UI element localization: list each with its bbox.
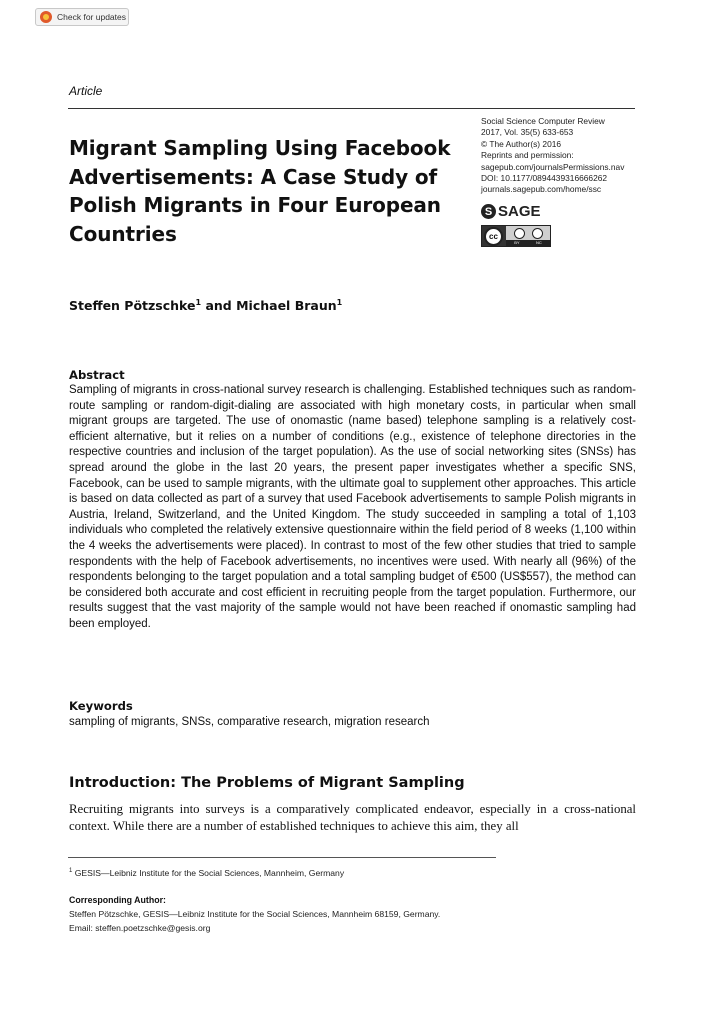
keywords-heading: Keywords xyxy=(69,699,133,713)
by-icon xyxy=(514,228,525,239)
affiliation-marker: 1 xyxy=(336,298,343,307)
sage-wordmark: SAGE xyxy=(498,203,541,220)
journal-info xyxy=(481,116,651,196)
corresponding-author-email[interactable]: Email: steffen.poetzschke@gesis.org xyxy=(69,923,211,933)
author-name: Michael Braun xyxy=(236,298,337,314)
paper-title: Migrant Sampling Using Facebook Advertisements: A Case Study of Polish Migrants in Four European Countries xyxy=(69,136,451,246)
journal-volume: 2017, Vol. 35(5) 633-653 xyxy=(481,127,574,138)
update-icon xyxy=(40,11,52,23)
check-for-updates-label: Check for updates xyxy=(57,12,126,22)
authors-conjunction: and xyxy=(205,298,232,314)
nc-icon xyxy=(532,228,543,239)
sage-s-icon: S xyxy=(481,204,496,219)
corresponding-author-heading: Corresponding Author: xyxy=(69,895,166,905)
author-list xyxy=(69,298,342,313)
author-name: Steffen Pötzschke xyxy=(69,298,196,314)
reprints-label: Reprints and permission: xyxy=(481,150,574,161)
footnote xyxy=(69,868,344,878)
section-heading: Introduction: The Problems of Migrant Sampling xyxy=(69,775,465,791)
abstract-text: Sampling of migrants in cross-national survey research is challenging. Established techniques such as random-route sampling or random-digit-dialing are associated with high monetary costs, in particular when small migrant groups are targeted. The use of onomastic (name based) telephone sampling is a relatively cost-efficient alternative, but it relies on a number of conditions (e.g., existence of telephone directories in the respective countries and inclusion of the target population). As the use of social networking sites (SNSs) has spread around the globe in the last 20 years, the present paper investigates whether a specific SNS, Facebook, can be used to sample migrants, with the ultimate goal to supplement other approaches. This article is based on data collected as part of a survey that used Facebook advertisements to sample Polish migrants in Austria, Ireland, Switzerland, and the United Kingdom. The study succeeded in sampling a total of 1,103 individuals who completed the relatively extensive questionnaire within the field period of 8 weeks (1,100 within the 4 weeks the advertisements were placed). In contrast to most of the few other studies that tried to sample respondents with the help of Facebook advertisements, no incentives were used. With nearly all (96%) of the respondents belonging to the target population and a total sampling budget of €500 (US$557), the method can be considered both accurate and cost efficient in recruiting people from the target population. Furthermore, our results suggest that the vast majority of the sample would not have been reached if onomastic sampling had been employed. xyxy=(69,384,636,630)
check-for-updates-button[interactable] xyxy=(35,8,129,26)
sage-logo xyxy=(481,203,541,220)
affiliation-marker: 1 xyxy=(195,298,202,307)
permissions-link[interactable]: sagepub.com/journalsPermissions.nav xyxy=(481,161,625,172)
abstract-heading: Abstract xyxy=(69,368,125,382)
journal-home-link[interactable]: journals.sagepub.com/home/ssc xyxy=(481,184,602,195)
doi-link[interactable]: DOI: 10.1177/0894439316666262 xyxy=(481,173,608,184)
section-text: Recruiting migrants into surveys is a comparatively complicated endeavor, especially in a cross-national context. While there are a number of established techniques to achieve this aim, they all xyxy=(69,802,636,833)
corresponding-author-address: Steffen Pötzschke, GESIS—Leibniz Institute for the Social Sciences, Mannheim 68159, Germany. xyxy=(69,909,441,919)
cc-icon: cc xyxy=(484,227,503,246)
keywords-text: sampling of migrants, SNSs, comparative research, migration research xyxy=(69,716,430,728)
cc-license-badge[interactable]: cc BY NC xyxy=(481,225,551,247)
header-rule xyxy=(68,108,635,109)
journal-name: Social Science Computer Review xyxy=(481,116,605,126)
copyright: © The Author(s) 2016 xyxy=(481,138,562,149)
footnote-rule xyxy=(68,857,496,858)
footnote-text: GESIS—Leibniz Institute for the Social Sciences, Mannheim, Germany xyxy=(74,868,345,878)
footnote-marker: 1 xyxy=(69,868,73,875)
article-type-label: Article xyxy=(69,84,103,98)
